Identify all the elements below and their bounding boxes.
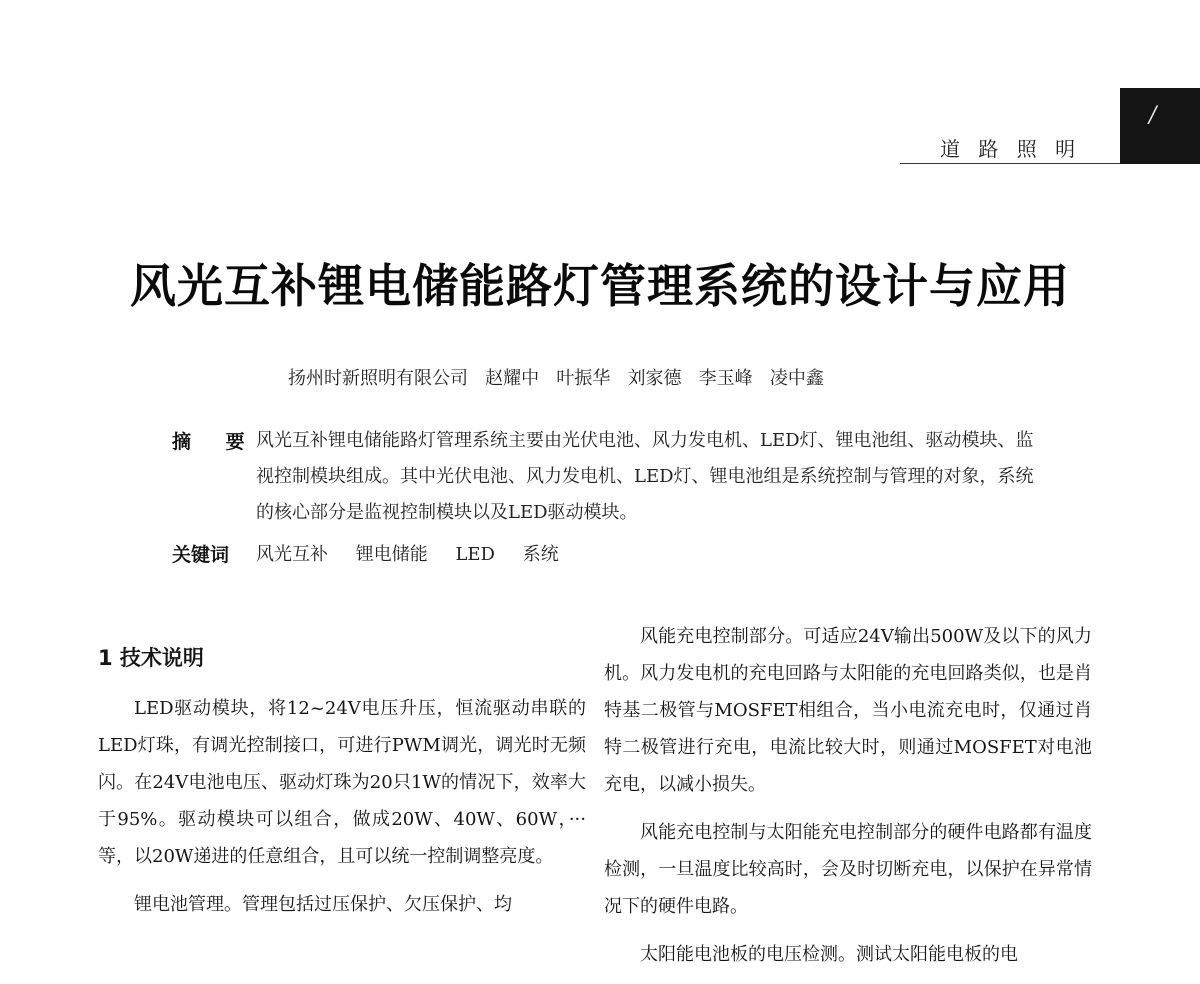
section-heading: 1 技术说明: [98, 646, 204, 670]
abstract-label: 摘 要: [172, 431, 259, 453]
body-paragraph: 风能充电控制与太阳能充电控制部分的硬件电路都有温度检测，一旦温度比较高时，会及时切断充电，以保护在异常情况下的硬件电路。: [604, 822, 1092, 917]
header-page-tab: [1120, 88, 1200, 164]
body-paragraph: 风能充电控制部分。可适应24V输出500W及以下的风力机。风力发电机的充电回路与太阳能的充电回路类似，也是肖特基二极管与MOSFET相组合，当小电流充电时，仅通过肖特二极管进行充电，电流比较大时，则通过MOSFET对电池充电，以减小损失。: [604, 626, 1092, 795]
keyword: 风光互补: [256, 544, 328, 565]
article-title: 风光互补锂电储能路灯管理系统的设计与应用: [130, 259, 1070, 313]
body-paragraph: LED驱动模块，将12~24V电压升压，恒流驱动串联的LED灯珠，有调光控制接口，可进行PWM调光，调光时无频闪。在24V电池电压、驱动灯珠为20只1W的情况下，效率大于95%。驱动模块可以组合，做成20W、40W、60W，···等，以20W递进的任意组合，且可以统一控制调整亮度。: [98, 698, 586, 867]
author-line: 扬州时新照明有限公司 赵耀中 叶振华 刘家德 李玉峰 凌中鑫: [288, 368, 824, 389]
keyword: 系统: [522, 544, 559, 565]
keywords-label: 关键词: [172, 544, 230, 566]
keyword: LED: [455, 544, 495, 565]
body-paragraph: 锂电池管理。管理包括过压保护、欠压保护、均: [134, 894, 512, 915]
body-paragraph: 太阳能电池板的电压检测。测试太阳能电板的电: [640, 944, 1018, 965]
abstract-text: 风光互补锂电储能路灯管理系统主要由光伏电池、风力发电机、LED灯、锂电池组、驱动模块、监视控制模块组成。其中光伏电池、风力发电机、LED灯、锂电池组是系统控制与管理的对象，系统的核心部分是监视控制模块以及LED驱动模块。: [256, 430, 1034, 523]
header-page-mark: /: [1149, 103, 1157, 128]
left-column: [98, 600, 586, 934]
running-header-section: 道 路 照 明: [940, 137, 1082, 161]
keyword: 锂电储能: [355, 544, 428, 565]
keywords-list: [256, 540, 581, 566]
right-column: [604, 618, 1092, 984]
